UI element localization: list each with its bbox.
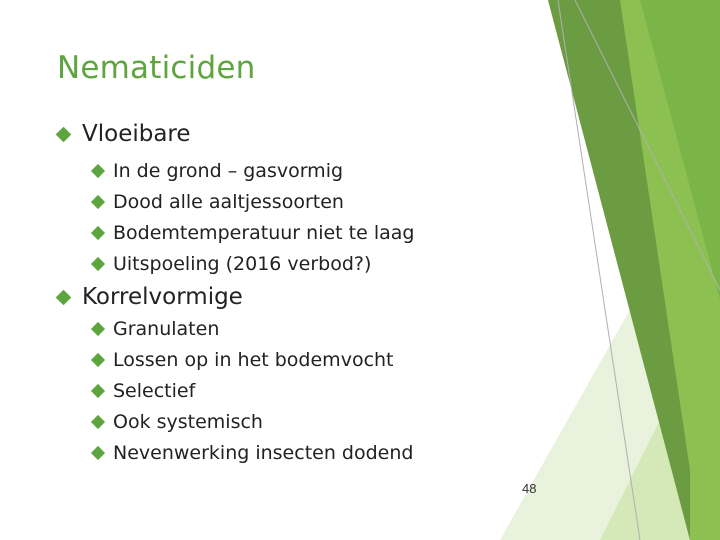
- diamond-bullet-icon: [91, 415, 105, 429]
- diamond-bullet-icon: [91, 195, 105, 209]
- diamond-bullet-icon: [91, 384, 105, 398]
- list-item-level1: [58, 121, 191, 147]
- list-item-text: Vloeibare: [82, 121, 191, 147]
- list-item-text: Bodemtemperatuur niet te laag: [113, 222, 415, 244]
- diamond-bullet-icon: [56, 289, 72, 305]
- diamond-bullet-icon: [56, 126, 72, 142]
- list-item-level2: [93, 380, 195, 402]
- list-item-text: Dood alle aaltjessoorten: [113, 191, 344, 213]
- diamond-bullet-icon: [91, 257, 105, 271]
- diamond-bullet-icon: [91, 164, 105, 178]
- list-item-text: Selectief: [113, 380, 196, 402]
- list-item-level2: [93, 411, 263, 433]
- list-item-text: Uitspoeling (2016 verbod?): [113, 253, 372, 275]
- slide-title: Nematiciden: [57, 50, 256, 86]
- list-item-level2: [93, 318, 219, 340]
- list-item-level2: [93, 191, 344, 213]
- diamond-bullet-icon: [91, 322, 105, 336]
- list-item-text: Ook systemisch: [113, 411, 263, 433]
- list-item-level2: [93, 442, 413, 464]
- diamond-bullet-icon: [91, 446, 105, 460]
- page-number: 48: [522, 481, 537, 496]
- list-item-level2: [93, 253, 371, 275]
- list-item-text: Lossen op in het bodemvocht: [113, 349, 394, 371]
- diamond-bullet-icon: [91, 353, 105, 367]
- list-item-level1: [58, 284, 243, 310]
- list-item-text: Nevenwerking insecten dodend: [113, 442, 414, 464]
- list-item-level2: [93, 222, 414, 244]
- list-item-level2: [93, 160, 343, 182]
- list-item-text: In de grond – gasvormig: [113, 160, 344, 182]
- diamond-bullet-icon: [91, 226, 105, 240]
- list-item-level2: [93, 349, 394, 371]
- list-item-text: Korrelvormige: [82, 284, 243, 310]
- list-item-text: Granulaten: [113, 318, 220, 340]
